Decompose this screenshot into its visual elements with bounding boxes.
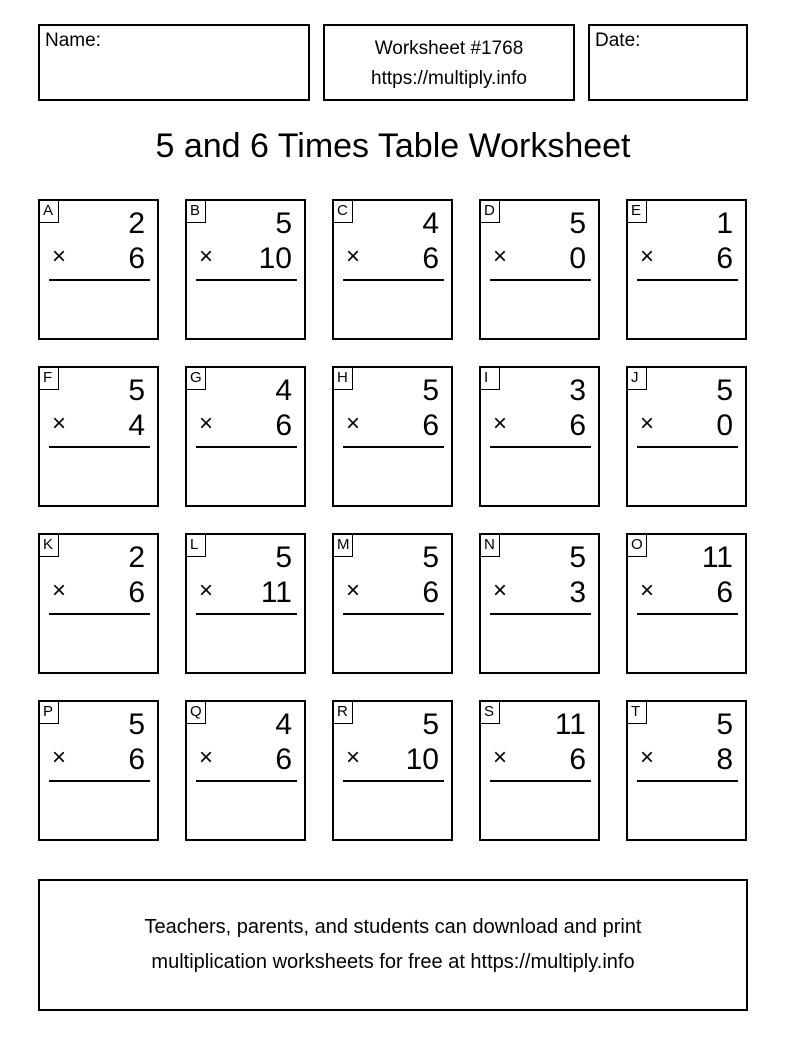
problem-card[interactable] <box>185 199 306 340</box>
answer-line <box>490 613 591 615</box>
problem-letter: T <box>628 702 647 724</box>
problem-card[interactable] <box>38 700 159 841</box>
footer-box <box>38 879 748 1011</box>
problem-letter: G <box>187 368 206 390</box>
problem-multiplier: 6 <box>716 576 733 609</box>
problem-multiplicand: 4 <box>422 207 439 240</box>
times-sign: × <box>52 744 67 771</box>
problem-letter: H <box>334 368 353 390</box>
problem-card[interactable] <box>185 533 306 674</box>
answer-line <box>490 780 591 782</box>
problem-multiplicand: 5 <box>422 708 439 741</box>
times-sign: × <box>493 744 508 771</box>
times-sign: × <box>493 243 508 270</box>
problem-card[interactable] <box>38 199 159 340</box>
answer-line <box>196 446 297 448</box>
answer-line <box>49 446 150 448</box>
problem-letter: D <box>481 201 500 223</box>
problem-multiplier: 6 <box>422 409 439 442</box>
times-sign: × <box>493 577 508 604</box>
problem-card[interactable] <box>479 700 600 841</box>
problem-multiplicand: 5 <box>422 541 439 574</box>
problem-letter: F <box>40 368 59 390</box>
times-sign: × <box>640 744 655 771</box>
answer-line <box>196 613 297 615</box>
problem-multiplicand: 5 <box>569 207 586 240</box>
problem-multiplicand: 5 <box>422 374 439 407</box>
worksheet-number: Worksheet #1768 <box>374 38 524 59</box>
problem-letter: B <box>187 201 206 223</box>
answer-line <box>196 780 297 782</box>
problem-card[interactable] <box>332 700 453 841</box>
problem-letter: M <box>334 535 353 557</box>
website-link[interactable]: https://multiply.info <box>371 68 527 89</box>
name-field-box[interactable] <box>38 24 310 101</box>
answer-line <box>343 780 444 782</box>
answer-line <box>637 279 738 281</box>
problem-multiplier: 8 <box>716 743 733 776</box>
problem-multiplier: 6 <box>569 409 586 442</box>
problem-multiplicand: 2 <box>128 207 145 240</box>
problem-multiplier: 6 <box>422 576 439 609</box>
answer-line <box>343 279 444 281</box>
problem-letter: K <box>40 535 59 557</box>
answer-line <box>490 446 591 448</box>
answer-line <box>637 613 738 615</box>
date-label: Date: <box>595 30 641 51</box>
problem-multiplicand: 4 <box>275 708 292 741</box>
date-field-box[interactable] <box>588 24 748 101</box>
problem-multiplicand: 5 <box>128 374 145 407</box>
problem-multiplier: 6 <box>128 242 145 275</box>
problem-multiplier: 6 <box>275 743 292 776</box>
problem-letter: I <box>481 368 500 390</box>
problem-letter: O <box>628 535 647 557</box>
answer-line <box>49 279 150 281</box>
times-sign: × <box>199 577 214 604</box>
worksheet-info-box <box>323 24 575 101</box>
problem-multiplier: 6 <box>716 242 733 275</box>
times-sign: × <box>346 744 361 771</box>
problem-letter: E <box>628 201 647 223</box>
answer-line <box>490 279 591 281</box>
problem-letter: A <box>40 201 59 223</box>
times-sign: × <box>52 577 67 604</box>
problem-card[interactable] <box>38 533 159 674</box>
name-label: Name: <box>45 30 101 51</box>
problem-multiplier: 11 <box>260 576 292 609</box>
answer-line <box>196 279 297 281</box>
page-title: 5 and 6 Times Table Worksheet <box>155 127 631 165</box>
problem-multiplicand: 5 <box>275 541 292 574</box>
problem-multiplicand: 5 <box>275 207 292 240</box>
problem-letter: J <box>628 368 647 390</box>
problem-card[interactable] <box>479 199 600 340</box>
problem-multiplicand: 2 <box>128 541 145 574</box>
problem-multiplicand: 5 <box>716 374 733 407</box>
problem-card[interactable] <box>332 199 453 340</box>
problem-multiplicand: 4 <box>275 374 292 407</box>
problem-multiplier: 6 <box>275 409 292 442</box>
problem-multiplier: 3 <box>569 576 586 609</box>
problem-multiplicand: 5 <box>569 541 586 574</box>
problem-letter: S <box>481 702 500 724</box>
problem-multiplier: 0 <box>716 409 733 442</box>
problem-multiplicand: 3 <box>569 374 586 407</box>
problem-letter: N <box>481 535 500 557</box>
problem-multiplier: 6 <box>128 576 145 609</box>
problem-card[interactable] <box>332 366 453 507</box>
problem-multiplicand: 11 <box>701 541 733 574</box>
times-sign: × <box>640 410 655 437</box>
problem-card[interactable] <box>38 366 159 507</box>
times-sign: × <box>346 243 361 270</box>
problem-card[interactable] <box>185 700 306 841</box>
answer-line <box>637 780 738 782</box>
problem-letter: P <box>40 702 59 724</box>
problem-card[interactable] <box>185 366 306 507</box>
footer-line-1: Teachers, parents, and students can download and print <box>144 916 642 938</box>
problem-multiplicand: 11 <box>554 708 586 741</box>
times-sign: × <box>346 410 361 437</box>
problem-multiplicand: 1 <box>716 207 733 240</box>
times-sign: × <box>52 410 67 437</box>
answer-line <box>343 613 444 615</box>
problem-multiplier: 6 <box>422 242 439 275</box>
times-sign: × <box>346 577 361 604</box>
footer-line-2: multiplication worksheets for free at https://multiply.info <box>151 951 635 973</box>
problem-letter: R <box>334 702 353 724</box>
problem-multiplier: 0 <box>569 242 586 275</box>
times-sign: × <box>52 243 67 270</box>
problem-multiplier: 6 <box>128 743 145 776</box>
problem-multiplicand: 5 <box>716 708 733 741</box>
problem-multiplicand: 5 <box>128 708 145 741</box>
problem-card[interactable] <box>626 366 747 507</box>
problem-letter: Q <box>187 702 206 724</box>
answer-line <box>49 613 150 615</box>
times-sign: × <box>199 243 214 270</box>
problem-card[interactable] <box>626 533 747 674</box>
answer-line <box>637 446 738 448</box>
answer-line <box>49 780 150 782</box>
problem-multiplier: 4 <box>128 409 145 442</box>
problem-card[interactable] <box>479 366 600 507</box>
answer-line <box>343 446 444 448</box>
times-sign: × <box>493 410 508 437</box>
times-sign: × <box>199 410 214 437</box>
problem-multiplier: 10 <box>258 242 292 275</box>
times-sign: × <box>640 243 655 270</box>
problem-letter: L <box>187 535 206 557</box>
problem-card[interactable] <box>332 533 453 674</box>
problem-card[interactable] <box>626 700 747 841</box>
problem-card[interactable] <box>479 533 600 674</box>
problem-multiplier: 10 <box>405 743 439 776</box>
problem-card[interactable] <box>626 199 747 340</box>
times-sign: × <box>199 744 214 771</box>
times-sign: × <box>640 577 655 604</box>
problem-multiplier: 6 <box>569 743 586 776</box>
problem-letter: C <box>334 201 353 223</box>
